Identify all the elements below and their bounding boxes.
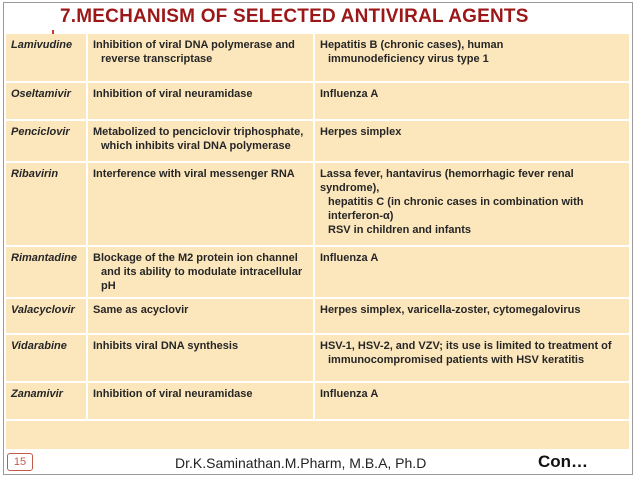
mechanism-line: reverse transcriptase — [101, 53, 213, 65]
drug-name: Valacyclovir — [6, 298, 87, 334]
mechanism-line: Same as acyclovir — [93, 304, 189, 316]
clinical-use-cell — [314, 334, 629, 382]
mechanism-line: Inhibits viral DNA synthesis — [93, 340, 239, 352]
clinical-use-line: Hepatitis B (chronic cases), human — [320, 39, 504, 51]
drug-name: Ribavirin — [6, 162, 87, 246]
mechanism-cell — [87, 246, 314, 298]
clinical-use-line: Influenza A — [320, 252, 379, 264]
antiviral-table-grid — [6, 34, 629, 421]
clinical-use-line: Influenza A — [320, 388, 379, 400]
clinical-use-cell — [314, 298, 629, 334]
table-row — [6, 34, 629, 82]
drug-name: Zanamivir — [6, 382, 87, 420]
mechanism-cell — [87, 82, 314, 120]
clinical-use-line: immunocompromised patients with HSV keratitis — [328, 354, 585, 366]
clinical-use-line: immunodeficiency virus type 1 — [328, 53, 489, 65]
table-row — [6, 162, 629, 246]
table-row — [6, 246, 629, 298]
drug-name: Oseltamivir — [6, 82, 87, 120]
continued-label: Con… — [538, 452, 589, 471]
drug-name: Penciclovir — [6, 120, 87, 162]
mechanism-cell — [87, 120, 314, 162]
slide-title: 7.MECHANISM OF SELECTED ANTIVIRAL AGENTS — [60, 6, 529, 27]
clinical-use-cell — [314, 162, 629, 246]
mechanism-line: Interference with viral messenger RNA — [93, 168, 295, 180]
clinical-use-line: Lassa fever, hantavirus (hemorrhagic fever renal syndrome), — [320, 168, 574, 194]
mechanism-cell — [87, 298, 314, 334]
clinical-use-cell — [314, 120, 629, 162]
table-body — [6, 34, 629, 420]
antiviral-table — [6, 34, 629, 449]
author-credit: Dr.K.Saminathan.M.Pharm, M.B.A, Ph.D — [175, 455, 427, 471]
clinical-use-line: Herpes simplex, varicella-zoster, cytomegalovirus — [320, 304, 581, 316]
clinical-use-cell — [314, 34, 629, 82]
mechanism-line: which inhibits viral DNA polymerase — [101, 140, 291, 152]
drug-name: Lamivudine — [6, 34, 87, 82]
slide-number: 15 — [7, 453, 33, 471]
table-row — [6, 334, 629, 382]
table-row — [6, 82, 629, 120]
mechanism-line: and its ability to modulate intracellular pH — [101, 266, 303, 292]
clinical-use-line: Influenza A — [320, 88, 379, 100]
drug-name: Rimantadine — [6, 246, 87, 298]
mechanism-line: Inhibition of viral neuramidase — [93, 388, 253, 400]
clinical-use-line: RSV in children and infants — [328, 224, 472, 236]
table-row — [6, 298, 629, 334]
mechanism-cell — [87, 382, 314, 420]
mechanism-line: Blockage of the M2 protein ion channel — [93, 252, 298, 264]
clinical-use-line: HSV-1, HSV-2, and VZV; its use is limited to treatment of — [320, 340, 612, 352]
clinical-use-cell — [314, 382, 629, 420]
table-row — [6, 382, 629, 420]
mechanism-cell — [87, 34, 314, 82]
drug-name: Vidarabine — [6, 334, 87, 382]
clinical-use-cell — [314, 82, 629, 120]
table-row — [6, 120, 629, 162]
clinical-use-line: Herpes simplex — [320, 126, 402, 138]
mechanism-cell — [87, 334, 314, 382]
mechanism-line: Inhibition of viral neuramidase — [93, 88, 253, 100]
mechanism-line: Metabolized to penciclovir triphosphate, — [93, 126, 304, 138]
mechanism-cell — [87, 162, 314, 246]
clinical-use-cell — [314, 246, 629, 298]
mechanism-line: Inhibition of viral DNA polymerase and — [93, 39, 295, 51]
clinical-use-line: hepatitis C (in chronic cases in combination with interferon-α) — [328, 196, 584, 222]
